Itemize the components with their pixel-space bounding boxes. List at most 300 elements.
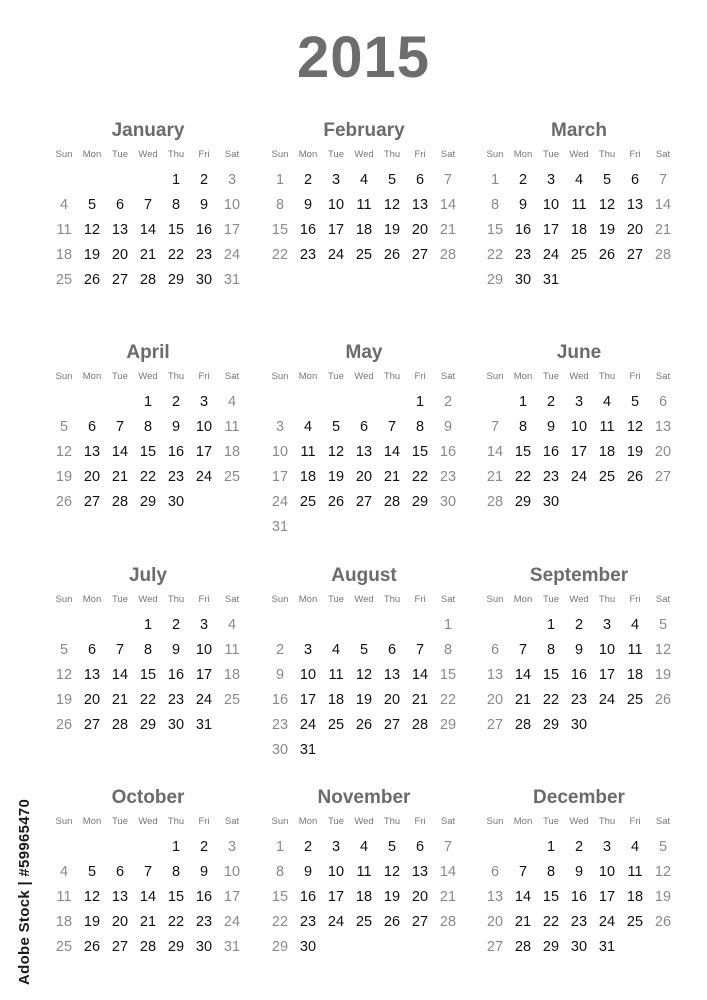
day-cell: 14 bbox=[411, 667, 429, 683]
day-cell: 26 bbox=[598, 247, 616, 263]
weekday-label: Fri bbox=[629, 816, 641, 827]
day-cell: 25 bbox=[355, 247, 373, 263]
day-cell: 21 bbox=[111, 469, 129, 485]
weekday-label: Mon bbox=[513, 149, 533, 160]
day-cell: 9 bbox=[546, 419, 556, 435]
day-cell: 5 bbox=[658, 839, 668, 855]
month-name: July bbox=[128, 565, 168, 586]
day-cell: 2 bbox=[275, 642, 285, 658]
day-cell: 4 bbox=[630, 839, 640, 855]
day-cell: 17 bbox=[598, 667, 616, 683]
day-cell: 23 bbox=[299, 914, 317, 930]
day-cell: 13 bbox=[411, 197, 429, 213]
day-cell: 17 bbox=[299, 692, 317, 708]
day-cell: 25 bbox=[223, 692, 241, 708]
day-cell: 10 bbox=[299, 667, 317, 683]
day-cell: 22 bbox=[486, 247, 504, 263]
weekday-label: Thu bbox=[383, 149, 401, 160]
weekday-label: Tue bbox=[327, 816, 345, 827]
day-cell: 10 bbox=[195, 419, 213, 435]
day-cell: 12 bbox=[654, 642, 672, 658]
day-cell: 14 bbox=[654, 197, 672, 213]
day-cell: 31 bbox=[542, 272, 560, 288]
day-cell: 2 bbox=[303, 839, 313, 855]
day-cell: 27 bbox=[83, 494, 101, 510]
day-cell: 30 bbox=[570, 939, 588, 955]
day-cell: 18 bbox=[598, 444, 616, 460]
day-cell: 1 bbox=[171, 172, 181, 188]
day-cell: 4 bbox=[227, 394, 237, 410]
day-cell: 21 bbox=[439, 889, 457, 905]
day-cell: 3 bbox=[199, 394, 209, 410]
day-cell: 5 bbox=[331, 419, 341, 435]
day-cell: 10 bbox=[327, 864, 345, 880]
weekday-label: Fri bbox=[629, 594, 641, 605]
day-cell: 5 bbox=[387, 839, 397, 855]
day-cell: 18 bbox=[55, 914, 73, 930]
weekday-label: Sat bbox=[440, 149, 456, 160]
day-cell: 24 bbox=[570, 469, 588, 485]
day-cell: 25 bbox=[598, 469, 616, 485]
day-cell: 2 bbox=[199, 172, 209, 188]
day-cell: 27 bbox=[626, 247, 644, 263]
weekday-label: Fri bbox=[198, 149, 210, 160]
day-cell: 5 bbox=[87, 197, 97, 213]
day-cell: 5 bbox=[387, 172, 397, 188]
day-cell: 12 bbox=[598, 197, 616, 213]
day-cell: 13 bbox=[486, 667, 504, 683]
weekday-label: Sun bbox=[486, 594, 504, 605]
day-cell: 19 bbox=[654, 667, 672, 683]
weekday-label: Wed bbox=[354, 816, 374, 827]
day-cell: 9 bbox=[171, 642, 181, 658]
day-cell: 20 bbox=[654, 444, 672, 460]
day-cell: 13 bbox=[654, 419, 672, 435]
day-cell: 11 bbox=[56, 889, 72, 905]
weekday-label: Mon bbox=[82, 594, 102, 605]
weekday-label: Wed bbox=[138, 594, 158, 605]
day-cell: 28 bbox=[654, 247, 672, 263]
day-cell: 19 bbox=[626, 444, 644, 460]
day-cell: 27 bbox=[83, 717, 101, 733]
day-cell: 5 bbox=[59, 642, 69, 658]
day-cell: 1 bbox=[275, 839, 285, 855]
day-cell: 11 bbox=[627, 864, 643, 880]
day-cell: 18 bbox=[55, 247, 73, 263]
day-cell: 12 bbox=[355, 667, 373, 683]
day-cell: 28 bbox=[111, 717, 129, 733]
day-cell: 27 bbox=[355, 494, 373, 510]
day-cell: 16 bbox=[299, 222, 317, 238]
day-cell: 21 bbox=[411, 692, 429, 708]
weekday-label: Fri bbox=[414, 149, 426, 160]
weekday-label: Sat bbox=[655, 371, 671, 382]
day-cell: 10 bbox=[223, 864, 241, 880]
day-cell: 17 bbox=[195, 667, 213, 683]
day-cell: 15 bbox=[271, 222, 289, 238]
day-cell: 2 bbox=[303, 172, 313, 188]
day-cell: 7 bbox=[518, 864, 528, 880]
day-cell: 28 bbox=[486, 494, 504, 510]
day-cell: 9 bbox=[574, 642, 584, 658]
day-cell: 3 bbox=[331, 839, 341, 855]
weekday-label: Mon bbox=[298, 816, 318, 827]
day-cell: 6 bbox=[115, 197, 125, 213]
day-cell: 8 bbox=[275, 864, 285, 880]
day-cell: 28 bbox=[139, 272, 157, 288]
weekday-label: Sat bbox=[440, 371, 456, 382]
day-cell: 27 bbox=[486, 717, 504, 733]
day-cell: 3 bbox=[602, 839, 612, 855]
weekday-label: Thu bbox=[167, 816, 185, 827]
day-cell: 7 bbox=[115, 642, 125, 658]
day-cell: 1 bbox=[546, 839, 556, 855]
day-cell: 27 bbox=[411, 914, 429, 930]
day-cell: 12 bbox=[83, 889, 101, 905]
day-cell: 30 bbox=[542, 494, 560, 510]
day-cell: 5 bbox=[59, 419, 69, 435]
day-cell: 30 bbox=[570, 717, 588, 733]
day-cell: 20 bbox=[355, 469, 373, 485]
day-cell: 18 bbox=[327, 692, 345, 708]
month-name: May bbox=[345, 342, 383, 363]
day-cell: 7 bbox=[143, 197, 153, 213]
day-cell: 29 bbox=[542, 939, 560, 955]
day-cell: 16 bbox=[167, 667, 185, 683]
day-cell: 25 bbox=[626, 914, 644, 930]
year-title: 2015 bbox=[296, 25, 431, 90]
day-cell: 19 bbox=[598, 222, 616, 238]
day-cell: 18 bbox=[223, 667, 241, 683]
day-cell: 11 bbox=[356, 197, 372, 213]
day-cell: 28 bbox=[411, 717, 429, 733]
day-cell: 9 bbox=[303, 197, 313, 213]
day-cell: 24 bbox=[223, 914, 241, 930]
day-cell: 8 bbox=[171, 197, 181, 213]
day-cell: 11 bbox=[300, 444, 316, 460]
day-cell: 14 bbox=[514, 667, 532, 683]
day-cell: 14 bbox=[439, 864, 457, 880]
day-cell: 30 bbox=[299, 939, 317, 955]
day-cell: 22 bbox=[411, 469, 429, 485]
weekday-label: Sun bbox=[55, 371, 73, 382]
weekday-label: Mon bbox=[82, 149, 102, 160]
weekday-label: Sat bbox=[224, 816, 240, 827]
day-cell: 11 bbox=[571, 197, 587, 213]
weekday-label: Thu bbox=[598, 371, 616, 382]
weekday-label: Fri bbox=[414, 594, 426, 605]
day-cell: 20 bbox=[111, 914, 129, 930]
day-cell: 22 bbox=[271, 247, 289, 263]
day-cell: 19 bbox=[83, 247, 101, 263]
weekday-label: Mon bbox=[298, 594, 318, 605]
day-cell: 29 bbox=[139, 717, 157, 733]
day-cell: 24 bbox=[598, 914, 616, 930]
day-cell: 24 bbox=[542, 247, 560, 263]
day-cell: 26 bbox=[55, 717, 73, 733]
weekday-label: Sun bbox=[271, 371, 289, 382]
day-cell: 20 bbox=[83, 469, 101, 485]
weekday-label: Sun bbox=[271, 594, 289, 605]
day-cell: 18 bbox=[626, 667, 644, 683]
day-cell: 26 bbox=[83, 939, 101, 955]
day-cell: 1 bbox=[171, 839, 181, 855]
day-cell: 6 bbox=[658, 394, 668, 410]
day-cell: 18 bbox=[355, 889, 373, 905]
day-cell: 3 bbox=[574, 394, 584, 410]
day-cell: 3 bbox=[602, 617, 612, 633]
day-cell: 14 bbox=[111, 667, 129, 683]
day-cell: 26 bbox=[626, 469, 644, 485]
day-cell: 8 bbox=[415, 419, 425, 435]
weekday-label: Fri bbox=[414, 816, 426, 827]
day-cell: 12 bbox=[383, 197, 401, 213]
weekday-label: Wed bbox=[354, 149, 374, 160]
weekday-label: Mon bbox=[513, 371, 533, 382]
day-cell: 25 bbox=[299, 494, 317, 510]
day-cell: 29 bbox=[514, 494, 532, 510]
day-cell: 15 bbox=[411, 444, 429, 460]
day-cell: 12 bbox=[55, 444, 73, 460]
day-cell: 29 bbox=[139, 494, 157, 510]
day-cell: 23 bbox=[570, 914, 588, 930]
day-cell: 13 bbox=[486, 889, 504, 905]
day-cell: 31 bbox=[195, 717, 213, 733]
weekday-label: Sat bbox=[224, 594, 240, 605]
day-cell: 17 bbox=[327, 889, 345, 905]
day-cell: 31 bbox=[271, 519, 289, 535]
day-cell: 21 bbox=[654, 222, 672, 238]
day-cell: 21 bbox=[486, 469, 504, 485]
weekday-label: Thu bbox=[167, 594, 185, 605]
day-cell: 13 bbox=[626, 197, 644, 213]
day-cell: 4 bbox=[574, 172, 584, 188]
day-cell: 11 bbox=[224, 419, 240, 435]
day-cell: 9 bbox=[171, 419, 181, 435]
day-cell: 12 bbox=[383, 864, 401, 880]
day-cell: 10 bbox=[598, 642, 616, 658]
day-cell: 15 bbox=[139, 444, 157, 460]
day-cell: 22 bbox=[439, 692, 457, 708]
day-cell: 1 bbox=[275, 172, 285, 188]
day-cell: 16 bbox=[514, 222, 532, 238]
day-cell: 3 bbox=[275, 419, 285, 435]
day-cell: 31 bbox=[223, 272, 241, 288]
day-cell: 22 bbox=[139, 469, 157, 485]
day-cell: 1 bbox=[443, 617, 453, 633]
weekday-label: Thu bbox=[167, 371, 185, 382]
day-cell: 24 bbox=[223, 247, 241, 263]
day-cell: 30 bbox=[195, 272, 213, 288]
day-cell: 17 bbox=[195, 444, 213, 460]
day-cell: 30 bbox=[439, 494, 457, 510]
day-cell: 18 bbox=[355, 222, 373, 238]
day-cell: 22 bbox=[542, 692, 560, 708]
day-cell: 7 bbox=[658, 172, 668, 188]
day-cell: 4 bbox=[359, 172, 369, 188]
day-cell: 9 bbox=[303, 864, 313, 880]
month-name: October bbox=[111, 787, 185, 808]
day-cell: 24 bbox=[195, 692, 213, 708]
day-cell: 4 bbox=[59, 864, 69, 880]
day-cell: 28 bbox=[439, 914, 457, 930]
day-cell: 2 bbox=[443, 394, 453, 410]
day-cell: 2 bbox=[171, 394, 181, 410]
day-cell: 8 bbox=[546, 864, 556, 880]
day-cell: 2 bbox=[574, 617, 584, 633]
day-cell: 9 bbox=[443, 419, 453, 435]
day-cell: 24 bbox=[598, 692, 616, 708]
day-cell: 2 bbox=[199, 839, 209, 855]
day-cell: 27 bbox=[383, 717, 401, 733]
day-cell: 6 bbox=[490, 642, 500, 658]
day-cell: 2 bbox=[546, 394, 556, 410]
day-cell: 29 bbox=[542, 717, 560, 733]
day-cell: 6 bbox=[359, 419, 369, 435]
day-cell: 5 bbox=[87, 864, 97, 880]
weekday-label: Wed bbox=[569, 149, 589, 160]
day-cell: 24 bbox=[327, 247, 345, 263]
day-cell: 5 bbox=[359, 642, 369, 658]
weekday-label: Thu bbox=[167, 149, 185, 160]
day-cell: 3 bbox=[303, 642, 313, 658]
day-cell: 4 bbox=[630, 617, 640, 633]
day-cell: 6 bbox=[630, 172, 640, 188]
weekday-label: Sat bbox=[655, 816, 671, 827]
weekday-label: Sun bbox=[271, 816, 289, 827]
day-cell: 29 bbox=[167, 272, 185, 288]
weekday-label: Sun bbox=[55, 149, 73, 160]
day-cell: 16 bbox=[570, 667, 588, 683]
day-cell: 26 bbox=[327, 494, 345, 510]
day-cell: 26 bbox=[383, 914, 401, 930]
day-cell: 27 bbox=[111, 272, 129, 288]
day-cell: 7 bbox=[387, 419, 397, 435]
day-cell: 11 bbox=[56, 222, 72, 238]
day-cell: 25 bbox=[355, 914, 373, 930]
day-cell: 10 bbox=[195, 642, 213, 658]
day-cell: 19 bbox=[383, 222, 401, 238]
day-cell: 11 bbox=[224, 642, 240, 658]
day-cell: 13 bbox=[83, 667, 101, 683]
day-cell: 24 bbox=[195, 469, 213, 485]
weekday-label: Tue bbox=[542, 816, 560, 827]
day-cell: 26 bbox=[55, 494, 73, 510]
day-cell: 25 bbox=[626, 692, 644, 708]
day-cell: 1 bbox=[546, 617, 556, 633]
day-cell: 26 bbox=[654, 914, 672, 930]
day-cell: 14 bbox=[111, 444, 129, 460]
day-cell: 9 bbox=[574, 864, 584, 880]
day-cell: 15 bbox=[542, 667, 560, 683]
day-cell: 8 bbox=[143, 642, 153, 658]
month-name: June bbox=[556, 342, 602, 363]
day-cell: 27 bbox=[654, 469, 672, 485]
day-cell: 9 bbox=[199, 864, 209, 880]
day-cell: 5 bbox=[602, 172, 612, 188]
month-name: March bbox=[551, 120, 607, 141]
weekday-label: Thu bbox=[383, 594, 401, 605]
weekday-label: Tue bbox=[542, 594, 560, 605]
day-cell: 20 bbox=[111, 247, 129, 263]
day-cell: 18 bbox=[570, 222, 588, 238]
day-cell: 16 bbox=[271, 692, 289, 708]
day-cell: 22 bbox=[139, 692, 157, 708]
day-cell: 23 bbox=[167, 469, 185, 485]
day-cell: 15 bbox=[486, 222, 504, 238]
day-cell: 4 bbox=[602, 394, 612, 410]
day-cell: 14 bbox=[514, 889, 532, 905]
day-cell: 28 bbox=[111, 494, 129, 510]
day-cell: 28 bbox=[439, 247, 457, 263]
day-cell: 20 bbox=[486, 914, 504, 930]
weekday-label: Sun bbox=[55, 594, 73, 605]
weekday-label: Thu bbox=[383, 371, 401, 382]
day-cell: 3 bbox=[331, 172, 341, 188]
day-cell: 8 bbox=[490, 197, 500, 213]
day-cell: 23 bbox=[570, 692, 588, 708]
weekday-label: Sat bbox=[440, 594, 456, 605]
weekday-label: Mon bbox=[298, 371, 318, 382]
weekday-label: Sun bbox=[486, 816, 504, 827]
weekday-label: Tue bbox=[327, 371, 345, 382]
day-cell: 23 bbox=[195, 914, 213, 930]
day-cell: 4 bbox=[227, 617, 237, 633]
weekday-label: Thu bbox=[598, 816, 616, 827]
weekday-label: Wed bbox=[569, 371, 589, 382]
day-cell: 26 bbox=[83, 272, 101, 288]
day-cell: 3 bbox=[227, 172, 237, 188]
day-cell: 6 bbox=[387, 642, 397, 658]
day-cell: 27 bbox=[111, 939, 129, 955]
day-cell: 25 bbox=[223, 469, 241, 485]
day-cell: 23 bbox=[439, 469, 457, 485]
day-cell: 10 bbox=[570, 419, 588, 435]
day-cell: 1 bbox=[415, 394, 425, 410]
day-cell: 12 bbox=[83, 222, 101, 238]
day-cell: 20 bbox=[626, 222, 644, 238]
month-name: April bbox=[126, 342, 170, 363]
day-cell: 30 bbox=[514, 272, 532, 288]
day-cell: 28 bbox=[514, 939, 532, 955]
day-cell: 18 bbox=[626, 889, 644, 905]
weekday-label: Thu bbox=[598, 594, 616, 605]
weekday-label: Sun bbox=[486, 371, 504, 382]
weekday-label: Sat bbox=[224, 371, 240, 382]
weekday-label: Tue bbox=[542, 371, 560, 382]
day-cell: 19 bbox=[327, 469, 345, 485]
weekday-label: Wed bbox=[354, 371, 374, 382]
day-cell: 16 bbox=[439, 444, 457, 460]
day-cell: 6 bbox=[87, 419, 97, 435]
weekday-label: Wed bbox=[569, 594, 589, 605]
day-cell: 15 bbox=[271, 889, 289, 905]
day-cell: 16 bbox=[299, 889, 317, 905]
day-cell: 1 bbox=[143, 394, 153, 410]
day-cell: 4 bbox=[303, 419, 313, 435]
day-cell: 18 bbox=[299, 469, 317, 485]
day-cell: 14 bbox=[486, 444, 504, 460]
day-cell: 16 bbox=[195, 889, 213, 905]
day-cell: 12 bbox=[55, 667, 73, 683]
month-name: February bbox=[323, 120, 405, 141]
day-cell: 7 bbox=[490, 419, 500, 435]
day-cell: 29 bbox=[486, 272, 504, 288]
month-name: November bbox=[317, 787, 411, 808]
day-cell: 13 bbox=[111, 222, 129, 238]
day-cell: 7 bbox=[443, 172, 453, 188]
day-cell: 27 bbox=[486, 939, 504, 955]
